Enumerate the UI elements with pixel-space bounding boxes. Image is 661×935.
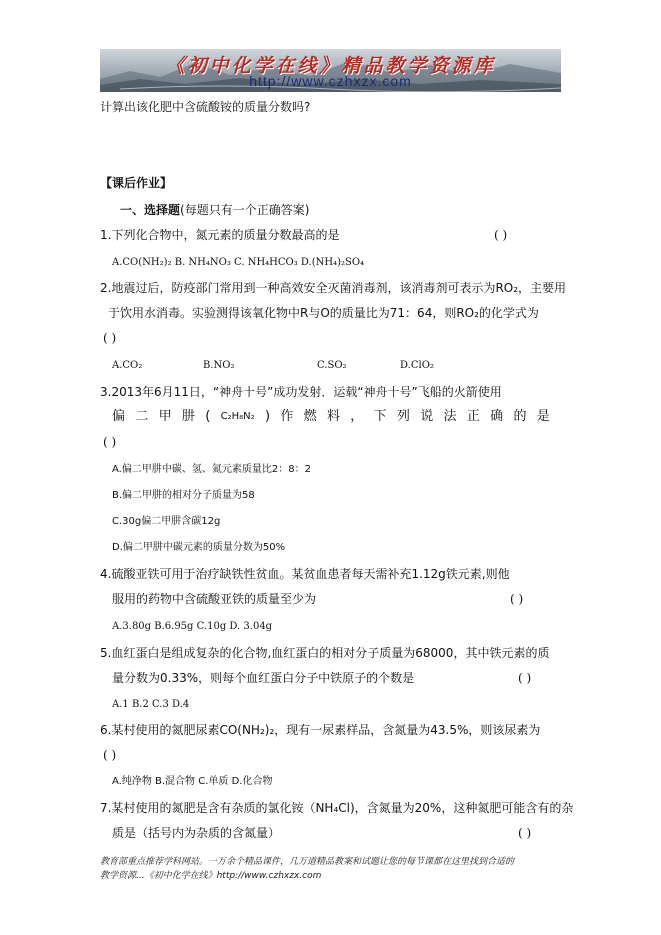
header-banner <box>100 49 561 92</box>
q2-answer-blank: ( ) <box>103 331 117 345</box>
q3-word: 确 <box>490 409 504 424</box>
q3-word: 燃 <box>303 409 317 424</box>
q5-options: A.1 B.2 C.3 D.4 <box>112 699 190 710</box>
intro-question: 计算出该化肥中含硫酸铵的质量分数吗? <box>100 100 311 114</box>
q3-line2 <box>112 410 550 424</box>
q7-line1: 7.某村使用的氮肥是含有杂质的氯化铵（NH₄Cl)，含氮量为20%，这种氮肥可能含有的杂 <box>100 801 574 815</box>
q3-word: 是 <box>536 409 550 424</box>
footer-line1: 教育部重点推荐学科网站。一万余个精品课件，几万道精品教案和试题让您的每节课都在这里找到合适的 <box>100 857 515 867</box>
q3-word: 法 <box>443 409 457 424</box>
q1-options: A.CO(NH₂)₂ B. NH₄NO₃ C. NH₄HCO₃ D.(NH₄)₂SO₄ <box>112 257 365 268</box>
q3-line1: 3.2013年6月11日，“神舟十号”成功发射．运载“神舟十号”飞船的火箭使用 <box>100 385 502 399</box>
q3-word: 正 <box>466 409 480 424</box>
q6-options: A.纯净物 B.混合物 C.单质 D.化合物 <box>112 776 273 787</box>
q2-line1: 2.地震过后，防疫部门常用到一种高效安全灭菌消毒剂，该消毒剂可表示为RO₂，主要用 <box>100 281 567 295</box>
q5-line2: 量分数为0.33%，则每个血红蛋白分子中铁原子的个数是 <box>112 671 415 685</box>
q2-line2: 于饮用水消毒。实验测得该氧化物中R与O的质量比为71：64，则RO₂的化学式为 <box>108 306 539 320</box>
q3-word: 肼 <box>181 409 195 424</box>
q3-word: ) <box>264 409 271 424</box>
q1-answer-blank: ( ) <box>494 228 508 242</box>
q3-answer-blank: ( ) <box>103 435 117 449</box>
q4-options: A.3.80g B.6.95g C.10g D. 3.04g <box>112 621 273 632</box>
q7-line2: 质是（括号内为杂质的含氮量） <box>112 826 281 840</box>
q3-word: 甲 <box>158 409 172 424</box>
q5-line1: 5.血红蛋白是组成复杂的化合物,血红蛋白的相对分子质量为68000，其中铁元素的质 <box>100 646 550 660</box>
q3-word: ( <box>205 409 211 424</box>
part-note: (每题只有一个正确答案) <box>180 203 310 217</box>
q2-option-a: A.CO₂ <box>112 360 143 371</box>
q3-word: 说 <box>420 409 434 424</box>
q3-word: 偏 <box>112 409 126 424</box>
q4-line2: 服用的药物中含硫酸亚铁的质量至少为 <box>112 592 317 606</box>
footer-line2: 教学资源...《初中化学在线》http://www.czhxzx.com <box>100 871 322 881</box>
section-title: 【课后作业】 <box>100 176 173 190</box>
q3-formula: C₂H₈N₂ <box>220 411 255 422</box>
q3-option-c: C.30g偏二甲肼含碳12g <box>112 516 221 527</box>
part-label: 一、选择题 <box>120 203 181 217</box>
q5-answer-blank: ( ) <box>518 671 532 685</box>
q6-answer-blank: ( ) <box>103 748 117 762</box>
q3-word: ， <box>350 409 364 424</box>
q3-word: 列 <box>396 409 410 424</box>
q3-option-b: B.偏二甲肼的相对分子质量为58 <box>112 490 255 501</box>
q6-line1: 6.某村使用的氮肥尿素CO(NH₂)₂，现有一尿素样品，含氮量为43.5%，则该尿素为 <box>100 723 541 737</box>
q2-option-b: B.NO₂ <box>203 360 235 371</box>
banner-url-link[interactable]: http://www.czhxzx.com <box>249 73 412 89</box>
q3-option-a: A.偏二甲肼中碳、氢、氮元素质量比2：8：2 <box>112 464 311 475</box>
q4-answer-blank: ( ) <box>510 592 524 606</box>
q2-option-c: C.SO₂ <box>317 360 347 371</box>
part-heading <box>120 203 309 217</box>
q4-line1: 4.硫酸亚铁可用于治疗缺铁性贫血。某贫血患者每天需补充1.12g铁元素,则他 <box>100 567 510 581</box>
q3-word: 作 <box>280 409 294 424</box>
q2-option-d: D.ClO₂ <box>400 360 434 371</box>
q3-option-d: D.偏二甲肼中碳元素的质量分数为50% <box>112 542 286 553</box>
q3-word: 的 <box>513 409 527 424</box>
q3-word: 料 <box>326 409 340 424</box>
q7-answer-blank: ( ) <box>518 826 532 840</box>
q3-word: 下 <box>373 409 387 424</box>
q1-stem: 1.下列化合物中，氮元素的质量分数最高的是 <box>100 228 340 242</box>
banner-title: 《初中化学在线》精品教学资源库 <box>165 55 496 77</box>
q3-word: 二 <box>135 409 149 424</box>
